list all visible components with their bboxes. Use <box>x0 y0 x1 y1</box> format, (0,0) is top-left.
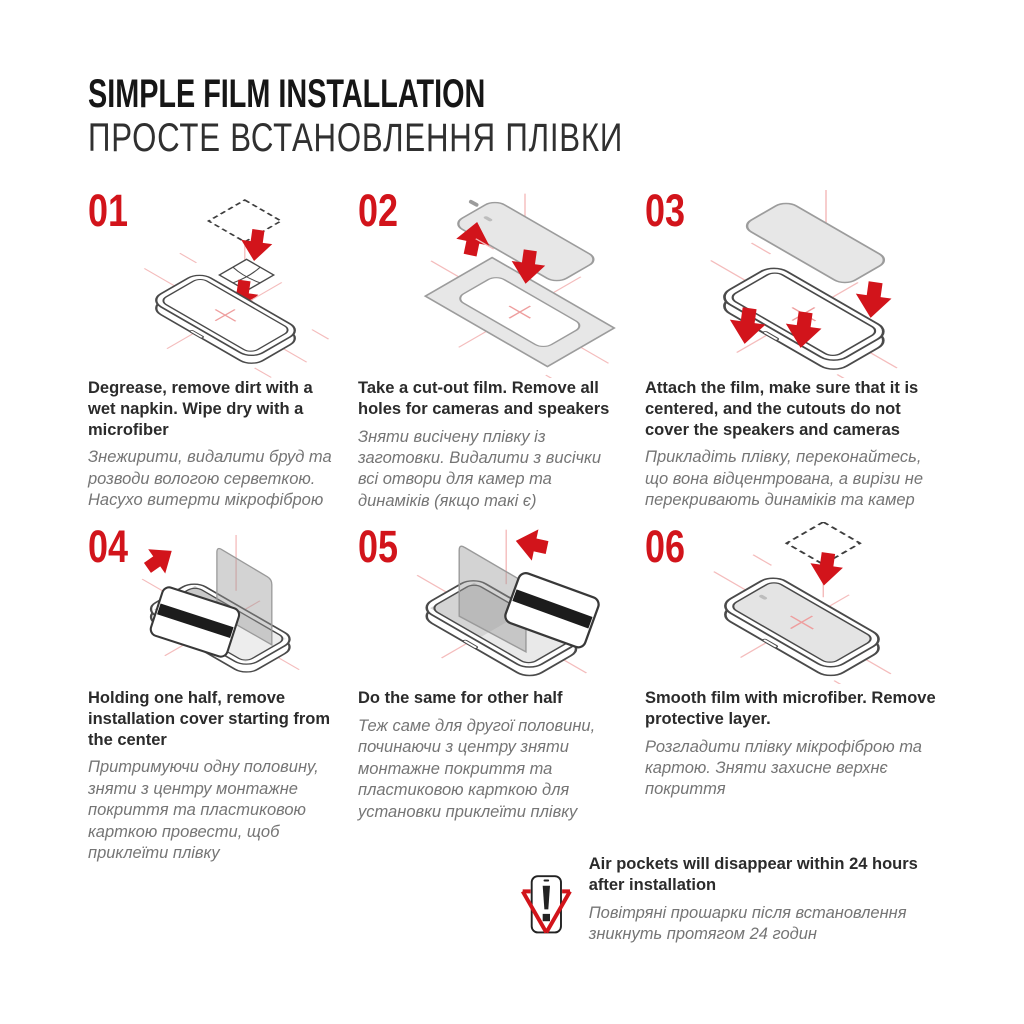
step-05 <box>358 522 645 865</box>
step-04-text-ua: Притримуючи одну половину, зняти з центру монтажне покриття та пластиковою карткою провести, щоб приклеїти плівку <box>88 758 319 863</box>
step-03 <box>645 186 945 512</box>
smooth-film-icon <box>674 522 934 684</box>
step-04 <box>88 522 358 865</box>
step-06-text-en: Smooth film with microfiber. Remove protective layer. <box>645 689 936 728</box>
step-05-text-en: Do the same for other half <box>358 689 563 707</box>
step-05-text-ua: Теж саме для другої половини, починаючи з центру зняти монтажне покриття та пластиковою карткою для установки приклеїти плівку <box>358 716 596 821</box>
step-03-text-en: Attach the film, make sure that it is centered, and the cutouts do not cover the speakers and cameras <box>645 379 919 439</box>
attach-film-icon <box>674 186 934 378</box>
page-subtitle: ПРОСТЕ ВСТАНОВЛЕННЯ ПЛІВКИ <box>88 115 624 160</box>
warning-text-en: Air pockets will disappear within 24 hours after installation <box>588 855 918 894</box>
steps-row-1 <box>88 186 945 512</box>
step-05-number: 05 <box>358 521 399 572</box>
step-04-text-en: Holding one half, remove installation cover starting from the center <box>88 689 331 749</box>
step-03-text-ua: Прикладіть плівку, переконайтесь, що вона відцентрована, а вирізи не перекривають динаміків та камер <box>645 448 924 510</box>
cutout-film-icon <box>384 186 619 378</box>
attach-film-illustration <box>645 186 937 378</box>
remove-cover-card-icon <box>114 522 332 684</box>
smooth-film-illustration <box>645 522 937 688</box>
air-pockets-warning-icon <box>521 850 572 962</box>
step-01-text-ua: Знежирити, видалити бруд та розводи вологою серветкою. Насухо витерти мікрофіброю <box>88 448 332 510</box>
warning-text-ua: Повітряні прошарки після встановлення зникнуть протягом 24 годин <box>588 903 907 943</box>
other-half-card-icon <box>384 522 619 684</box>
warning-texts <box>589 850 921 945</box>
air-pockets-warning <box>521 850 921 962</box>
page-title: SIMPLE FILM INSTALLATION <box>88 72 486 116</box>
step-06 <box>645 522 945 865</box>
step-02 <box>358 186 645 512</box>
step-03-number: 03 <box>645 185 686 236</box>
steps-row-2 <box>88 522 945 865</box>
step-02-text-en: Take a cut-out film. Remove all holes for cameras and speakers <box>358 379 610 418</box>
step-04-number: 04 <box>88 521 129 572</box>
step-02-number: 02 <box>358 185 399 236</box>
step-06-number: 06 <box>645 521 686 572</box>
step-01-number: 01 <box>88 185 129 236</box>
page-header <box>88 74 774 159</box>
degrease-phone-icon <box>114 186 332 378</box>
step-01-text-en: Degrease, remove dirt with a wet napkin. Wipe dry with a microfiber <box>88 379 313 439</box>
step-02-text-ua: Зняти висічену плівку із заготовки. Видалити з висічки всі отвори для камер та динаміків (якщо такі є) <box>358 427 602 510</box>
step-01 <box>88 186 358 512</box>
step-06-text-ua: Розгладити плівку мікрофіброю та картою. Зняти захисне верхнє покриття <box>645 737 922 799</box>
